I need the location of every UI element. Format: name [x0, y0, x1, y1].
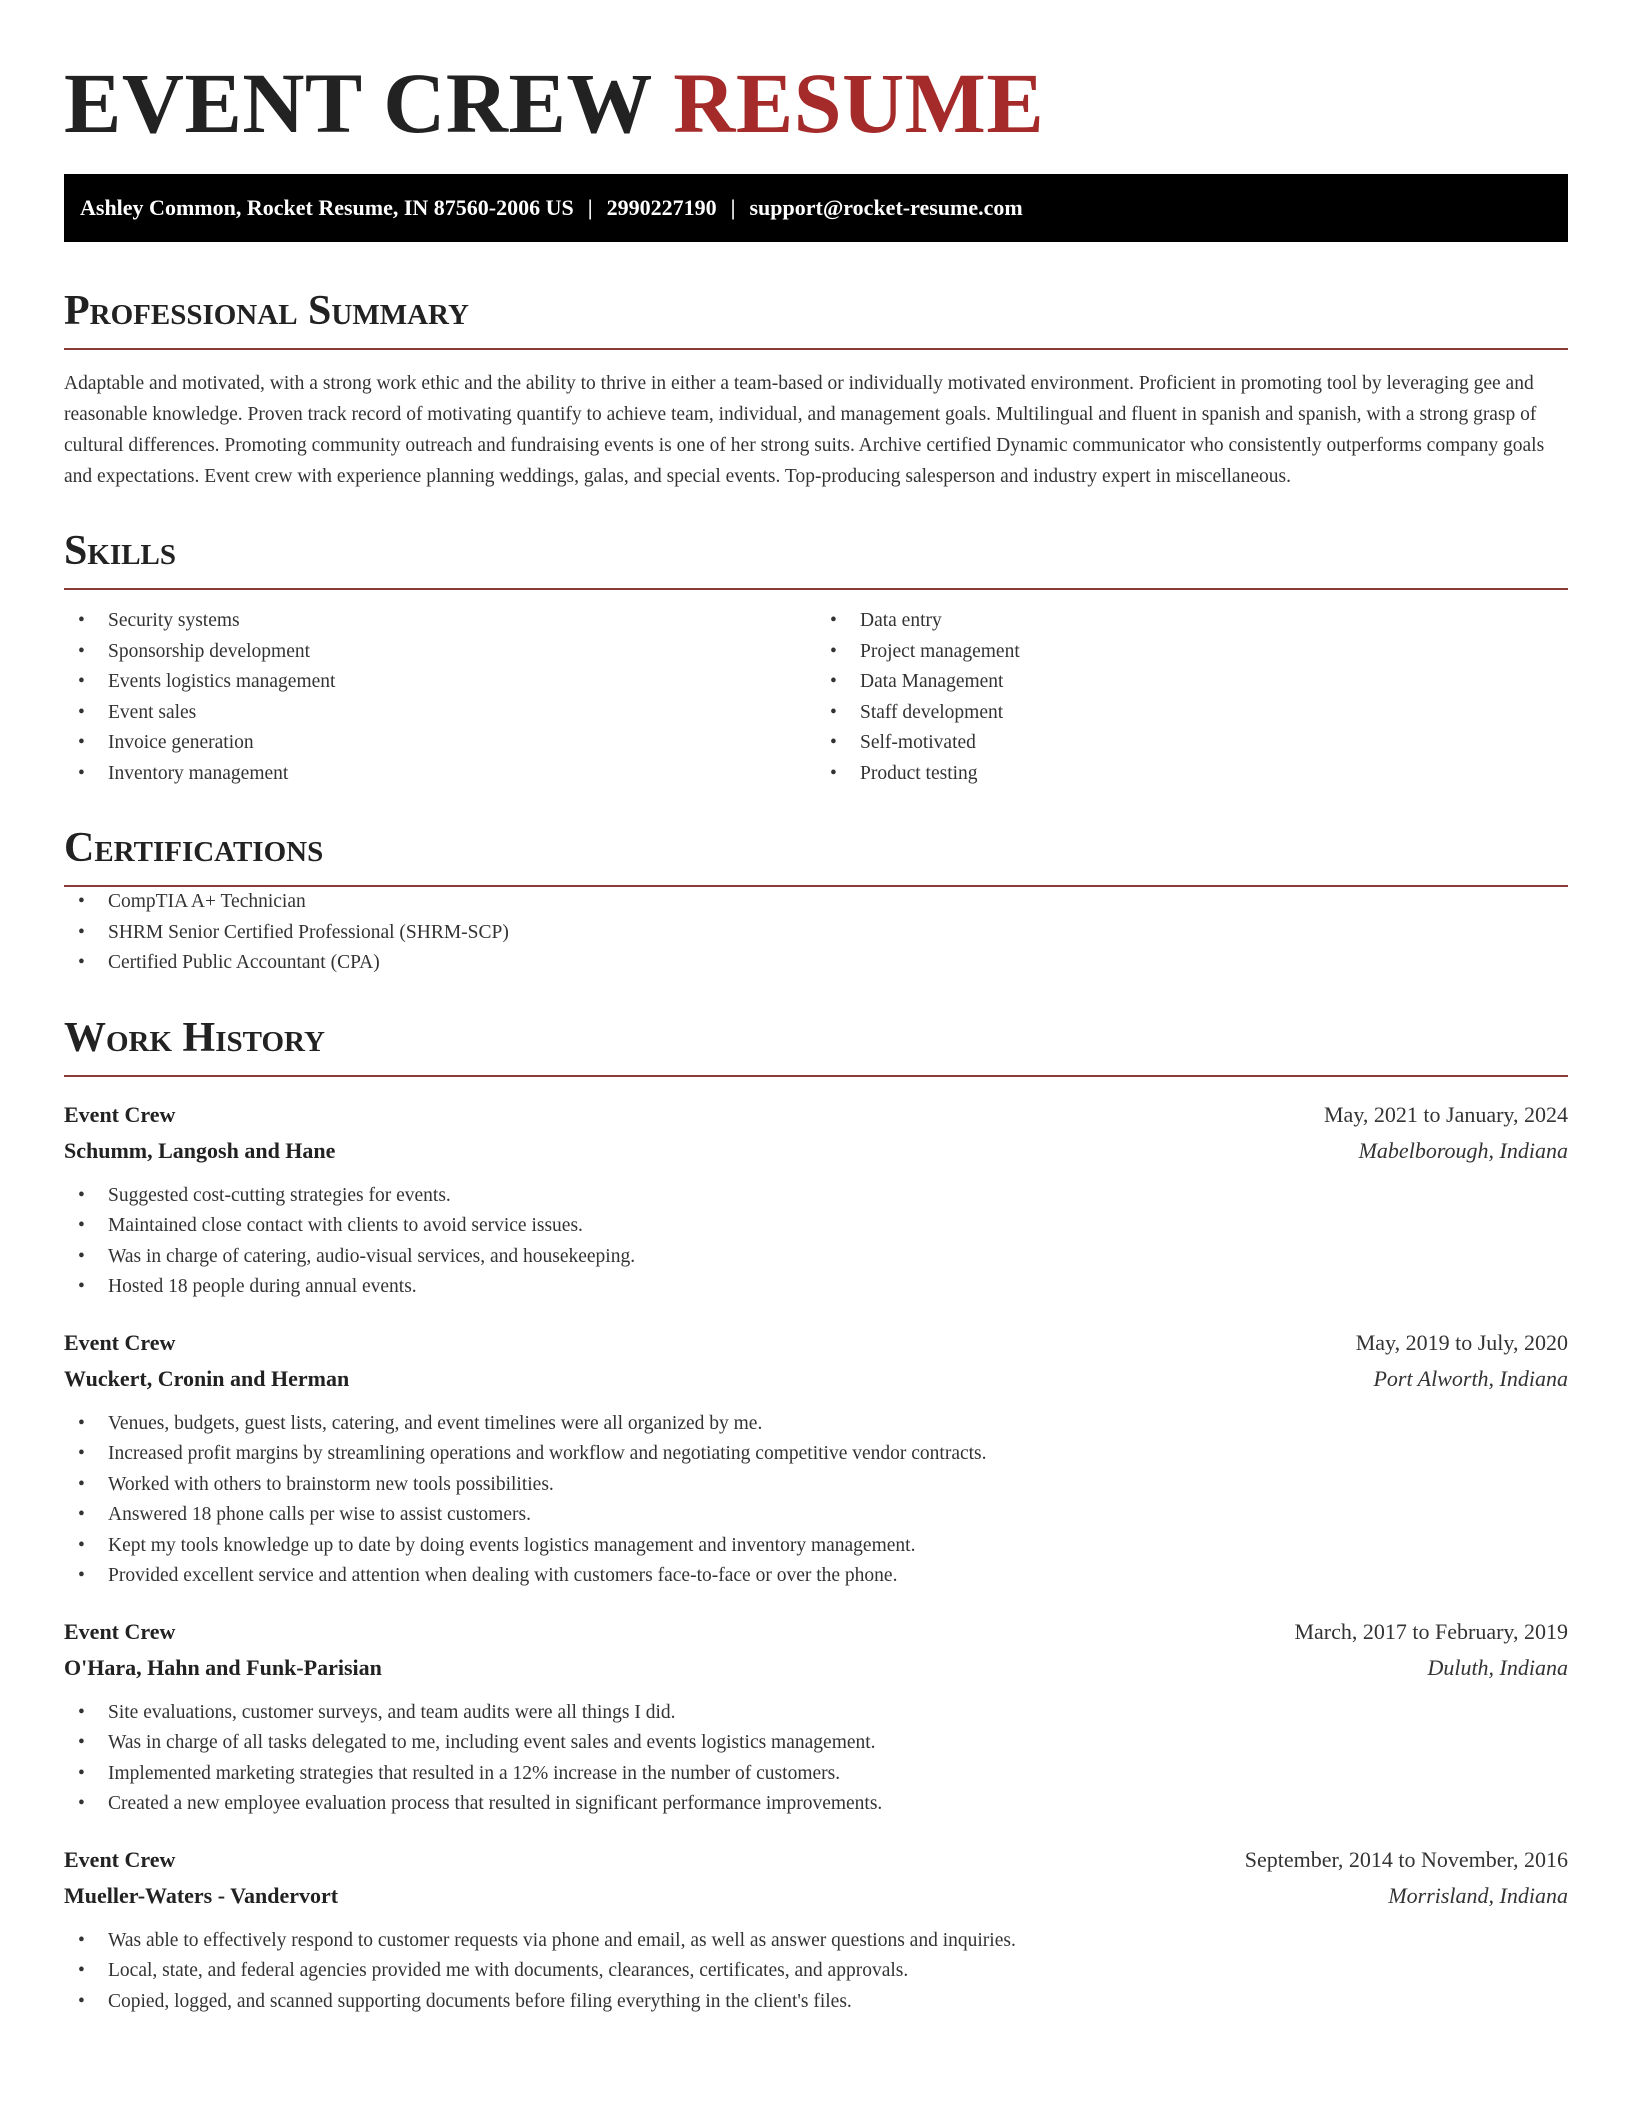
- job-bullet: • Answered 18 phone calls per wise to assist customers.: [64, 1500, 1568, 1531]
- certifications-section: [64, 823, 1568, 979]
- job-dates: March, 2017 to February, 2019: [1294, 1618, 1568, 1644]
- job-bullet: • Site evaluations, customer surveys, and team audits were all things I did.: [64, 1698, 1568, 1729]
- job-bullet: • Venues, budgets, guest lists, catering, and event timelines were all organized by me.: [64, 1409, 1568, 1440]
- job-location: Morrisland, Indiana: [1388, 1882, 1568, 1908]
- job-bullet: • Was in charge of catering, audio-visual services, and housekeeping.: [64, 1242, 1568, 1273]
- contact-separator: |: [730, 195, 736, 220]
- job-bullet: • Was able to effectively respond to customer requests via phone and email, as well as answer questions and inquiries.: [64, 1926, 1568, 1957]
- job-entry: [64, 1614, 1568, 1820]
- job-company-row: [64, 1878, 1568, 1914]
- skills-grid: [64, 606, 1568, 789]
- skills-list-left: [64, 606, 816, 789]
- skill-item: • Sponsorship development: [64, 637, 816, 668]
- job-bullets: [64, 1409, 1568, 1592]
- certification-item: • SHRM Senior Certified Professional (SHRM-SCP): [64, 918, 1568, 949]
- job-location: Mabelborough, Indiana: [1358, 1137, 1568, 1163]
- job-header-row: [64, 1614, 1568, 1650]
- work-history-section: [64, 1013, 1568, 2018]
- contact-bar: [64, 174, 1568, 242]
- job-bullet: • Created a new employee evaluation process that resulted in significant performance improvements.: [64, 1789, 1568, 1820]
- job-dates: May, 2021 to January, 2024: [1324, 1101, 1568, 1127]
- skill-item: • Project management: [816, 637, 1568, 668]
- job-header-row: [64, 1097, 1568, 1133]
- job-title: Event Crew: [64, 1101, 176, 1127]
- job-company: O'Hara, Hahn and Funk-Parisian: [64, 1654, 382, 1680]
- job-company: Wuckert, Cronin and Herman: [64, 1365, 350, 1391]
- job-location: Port Alworth, Indiana: [1373, 1365, 1568, 1391]
- summary-text: Adaptable and motivated, with a strong work ethic and the ability to thrive in either a team-based or individually motivated environment. Proficient in promoting tool by leveraging gee and reasonable knowledge. Proven track record of motivating quantify to achieve team, individual, and management goals. Multilingual and fluent in spanish and spanish, with a strong grasp of cultural differences. Promoting community outreach and fundraising events is one of her strong suits. Archive certified Dynamic communicator who consistently outperforms company goals and expectations. Event crew with experience planning weddings, galas, and special events. Top-producing salesperson and industry expert in miscellaneous.: [64, 373, 1545, 487]
- job-title: Event Crew: [64, 1618, 176, 1644]
- job-bullet: • Provided excellent service and attention when dealing with customers face-to-face or over the phone.: [64, 1561, 1568, 1592]
- section-divider: [64, 1075, 1568, 1077]
- contact-address: Ashley Common, Rocket Resume, IN 87560-2006 US: [80, 195, 574, 220]
- job-company: Mueller-Waters - Vandervort: [64, 1882, 339, 1908]
- contact-phone: 2990227190: [606, 195, 717, 220]
- skill-item: • Security systems: [64, 606, 816, 637]
- skill-item: • Self-motivated: [816, 728, 1568, 759]
- skills-list-right: [816, 606, 1568, 789]
- summary-heading: Professional Summary: [64, 288, 469, 334]
- certifications-heading: Certifications: [64, 825, 324, 871]
- job-entry: [64, 1842, 1568, 2018]
- work-history-heading: Work History: [64, 1014, 325, 1061]
- job-bullets: [64, 1698, 1568, 1820]
- resume-title: [64, 50, 1568, 156]
- job-header-row: [64, 1842, 1568, 1878]
- job-header-row: [64, 1325, 1568, 1361]
- job-entry: [64, 1325, 1568, 1592]
- skill-item: • Invoice generation: [64, 728, 816, 759]
- skill-item: • Product testing: [816, 759, 1568, 790]
- job-bullets: [64, 1181, 1568, 1303]
- skill-item: • Inventory management: [64, 759, 816, 790]
- skills-section: [64, 526, 1568, 789]
- job-bullet: • Kept my tools knowledge up to date by doing events logistics management and inventory management.: [64, 1531, 1568, 1562]
- job-bullet: • Suggested cost-cutting strategies for events.: [64, 1181, 1568, 1212]
- job-bullet: • Worked with others to brainstorm new tools possibilities.: [64, 1470, 1568, 1501]
- job-location: Duluth, Indiana: [1427, 1654, 1568, 1680]
- certification-item: • Certified Public Accountant (CPA): [64, 948, 1568, 979]
- summary-section: [64, 286, 1568, 492]
- job-company-row: [64, 1361, 1568, 1397]
- job-company-row: [64, 1650, 1568, 1686]
- section-divider: [64, 348, 1568, 350]
- job-bullet: • Was in charge of all tasks delegated to me, including event sales and events logistics management.: [64, 1728, 1568, 1759]
- certification-item: • CompTIA A+ Technician: [64, 887, 1568, 918]
- contact-email: support@rocket-resume.com: [749, 195, 1023, 220]
- skills-heading: Skills: [64, 528, 177, 574]
- job-bullet: • Increased profit margins by streamlining operations and workflow and negotiating competitive vendor contracts.: [64, 1439, 1568, 1470]
- job-bullets: [64, 1926, 1568, 2018]
- contact-separator: |: [587, 195, 593, 220]
- job-entry: [64, 1097, 1568, 1303]
- job-bullet: • Local, state, and federal agencies provided me with documents, clearances, certificates, and approvals.: [64, 1956, 1568, 1987]
- job-bullet: • Implemented marketing strategies that resulted in a 12% increase in the number of customers.: [64, 1759, 1568, 1790]
- job-company: Schumm, Langosh and Hane: [64, 1137, 336, 1163]
- title-resume: RESUME: [673, 55, 1045, 151]
- skill-item: • Events logistics management: [64, 667, 816, 698]
- certifications-list: [64, 887, 1568, 979]
- job-dates: May, 2019 to July, 2020: [1355, 1329, 1568, 1355]
- title-role: EVENT CREW: [64, 55, 652, 151]
- job-dates: September, 2014 to November, 2016: [1244, 1846, 1568, 1872]
- job-bullet: • Hosted 18 people during annual events.: [64, 1272, 1568, 1303]
- job-bullet: • Copied, logged, and scanned supporting documents before filing everything in the client's files.: [64, 1987, 1568, 2018]
- skill-item: • Event sales: [64, 698, 816, 729]
- skill-item: • Staff development: [816, 698, 1568, 729]
- job-company-row: [64, 1133, 1568, 1169]
- skill-item: • Data entry: [816, 606, 1568, 637]
- job-title: Event Crew: [64, 1329, 176, 1355]
- job-bullet: • Maintained close contact with clients to avoid service issues.: [64, 1211, 1568, 1242]
- job-title: Event Crew: [64, 1846, 176, 1872]
- skill-item: • Data Management: [816, 667, 1568, 698]
- section-divider: [64, 588, 1568, 590]
